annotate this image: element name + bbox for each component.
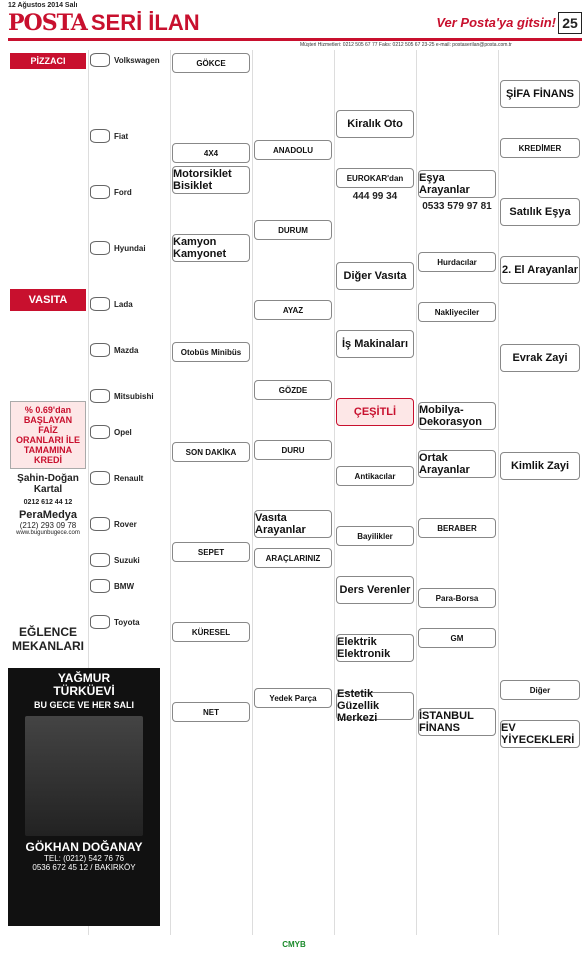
pera-ad [10,509,86,536]
car-logo-icon [90,425,110,439]
pera-web: www.bugunbugece.com [16,530,80,536]
esya-arayanlar-header: Eşya Arayanlar [418,170,496,198]
brand-label: Toyota [114,617,140,627]
car-logo-icon [90,389,110,403]
brand-hyundai [90,240,168,256]
motorsiklet-header: Motorsiklet Bisiklet [172,166,250,194]
brand-mazda [90,342,168,358]
sepet-header: SEPET [172,542,250,562]
gozde-header: GÖZDE [254,380,332,400]
kredimer-header: KREDİMER [500,138,580,158]
antikacilar-header: Antikacılar [336,466,414,486]
ders-verenler-header: Ders Verenler [336,576,414,604]
yedek-parca-header: Yedek Parça [254,688,332,708]
column-3 [170,50,253,935]
pera-title-2: MEKANLARI [12,639,84,653]
eurokar-phone: 444 99 34 [352,191,398,202]
car-logo-icon [90,185,110,199]
ayaz-header: AYAZ [254,300,332,320]
car-logo-icon [90,553,110,567]
elektrik-header: Elektrik Elektronik [336,634,414,662]
brand-label: Hyundai [114,243,146,253]
kredi-ad [10,401,86,469]
nakliyeciler-header: Nakliyeciler [418,302,496,322]
contact-line: Müşteri Hizmetleri: 0212 505 67 77 Faks: 0212 505 67 23-25 e-mail: postaserilan@posta.com.tr [300,42,512,48]
logo-posta: POSTA [8,10,87,36]
istanbul-finans-header: İSTANBUL FİNANS [418,708,496,736]
page-number: 25 [558,12,582,34]
pera-phone: (212) 293 09 78 [19,521,77,530]
brand-opel [90,424,168,440]
brand-volkswagen [90,52,168,68]
brand-lada [90,296,168,312]
hurdacilar-header: Hurdacılar [418,252,496,272]
brand-label: Mitsubishi [114,391,154,401]
performer-name: GÖKHAN DOĞANAY [25,840,143,854]
section-pizzaci: PİZZACI [10,53,86,69]
turku-title-2: TÜRKÜEVİ [53,684,115,698]
brand-label: Fiat [114,131,129,141]
four-by-four-header: 4X4 [172,143,250,163]
print-marks: CMYB [282,940,306,949]
logo-seri-ilan: SERİ İLAN [90,10,200,35]
car-logo-icon [90,615,110,629]
brand-label: Renault [114,473,144,483]
son-dakika-header: SON DAKİKA [172,442,250,462]
diger-header: Diğer [500,680,580,700]
kar-phone: 0212 612 44 12 [23,499,73,506]
araclariniz-header: ARAÇLARINIZ [254,548,332,568]
car-logo-icon [90,471,110,485]
brand-label: Rover [114,519,137,529]
kiralik-oto-header: Kiralık Oto [336,110,414,138]
duru-header: DURU [254,440,332,460]
brand-label: Opel [114,427,132,437]
estetik-header: Estetik Güzellik Merkezi [336,692,414,720]
column-7 [498,50,582,935]
brand-rover [90,516,168,532]
slogan: Ver Posta'ya gitsin! [436,15,556,30]
phone-big: 0533 579 97 81 [422,201,492,212]
bayilikler-header: Bayilikler [336,526,414,546]
brand-label: Ford [114,187,132,197]
ortak-arayanlar-header: Ortak Arayanlar [418,450,496,478]
mobilya-header: Mobilya-Dekorasyon [418,402,496,430]
turku-tel: TEL: (0212) 542 76 76 [43,854,125,863]
brand-label: Mazda [114,345,139,355]
car-logo-icon [90,53,110,67]
sifa-finans-header: ŞİFA FİNANS [500,80,580,108]
car-logo-icon [90,297,110,311]
cesitli-header: ÇEŞİTLİ [336,398,414,426]
gokce-header: GÖKCE [172,53,250,73]
brand-label: Volkswagen [114,55,160,65]
is-makinalari-header: İş Makinaları [336,330,414,358]
car-logo-icon [90,343,110,357]
ev-yiyecekleri-header: EV YİYECEKLERİ [500,720,580,748]
vasita-arayanlar-header: Vasıta Arayanlar [254,510,332,538]
eurokar-header: EUROKAR'dan [336,168,414,188]
column-6 [416,50,499,935]
column-4 [252,50,335,935]
durum-header: DURUM [254,220,332,240]
kuresel-header: KÜRESEL [172,622,250,642]
kredi-text: % 0.69'dan BAŞLAYAN FAİZ ORANLARI İLE TAMAMINA KREDİ [16,405,80,465]
column-5 [334,50,417,935]
section-vasita: VASITA [10,289,86,311]
issue-date: 12 Ağustos 2014 Salı [8,2,78,9]
diger-vasita-header: Diğer Vasıta [336,262,414,290]
brand-renault [90,470,168,486]
kredi-brand: Şahin-Doğan Kartal [17,473,79,495]
turku-subtitle: BU GECE VE HER SALI [33,700,134,710]
brand-toyota [90,614,168,630]
net-header: NET [172,702,250,722]
brand-label: BMW [114,581,134,591]
beraber-header: BERABER [418,518,496,538]
evrak-zayi-header: Evrak Zayi [500,344,580,372]
turku-tel-2: 0536 672 45 12 / BAKIRKÖY [32,863,136,872]
header-rule [8,38,582,41]
pera-title-1: EĞLENCE [18,625,77,639]
car-logo-icon [90,241,110,255]
brand-label: Suzuki [114,555,140,565]
para-borsa-header: Para-Borsa [418,588,496,608]
brand-ford [90,184,168,200]
otobus-header: Otobüs Minibüs [172,342,250,362]
performer-photo [25,716,143,836]
satilik-esya-header: Satılık Eşya [500,198,580,226]
turku-title-1: YAĞMUR [57,671,111,685]
anadolu-header: ANADOLU [254,140,332,160]
newspaper-logo [8,12,200,36]
brand-mitsubishi [90,388,168,404]
brand-label: Lada [114,299,133,309]
car-logo-icon [90,579,110,593]
gm-header: GM [418,628,496,648]
brand-bmw [90,578,168,594]
kamyon-header: Kamyon Kamyonet [172,234,250,262]
car-logo-icon [90,517,110,531]
brand-fiat [90,128,168,144]
pera-titles [10,625,86,653]
car-logo-icon [90,129,110,143]
kimlik-zayi-header: Kimlik Zayi [500,452,580,480]
pera-brand: PeraMedya [18,509,78,521]
iki-el-header: 2. El Arayanlar [500,256,580,284]
brand-suzuki [90,552,168,568]
pera-title-block [8,622,88,656]
turku-ad [8,668,160,926]
